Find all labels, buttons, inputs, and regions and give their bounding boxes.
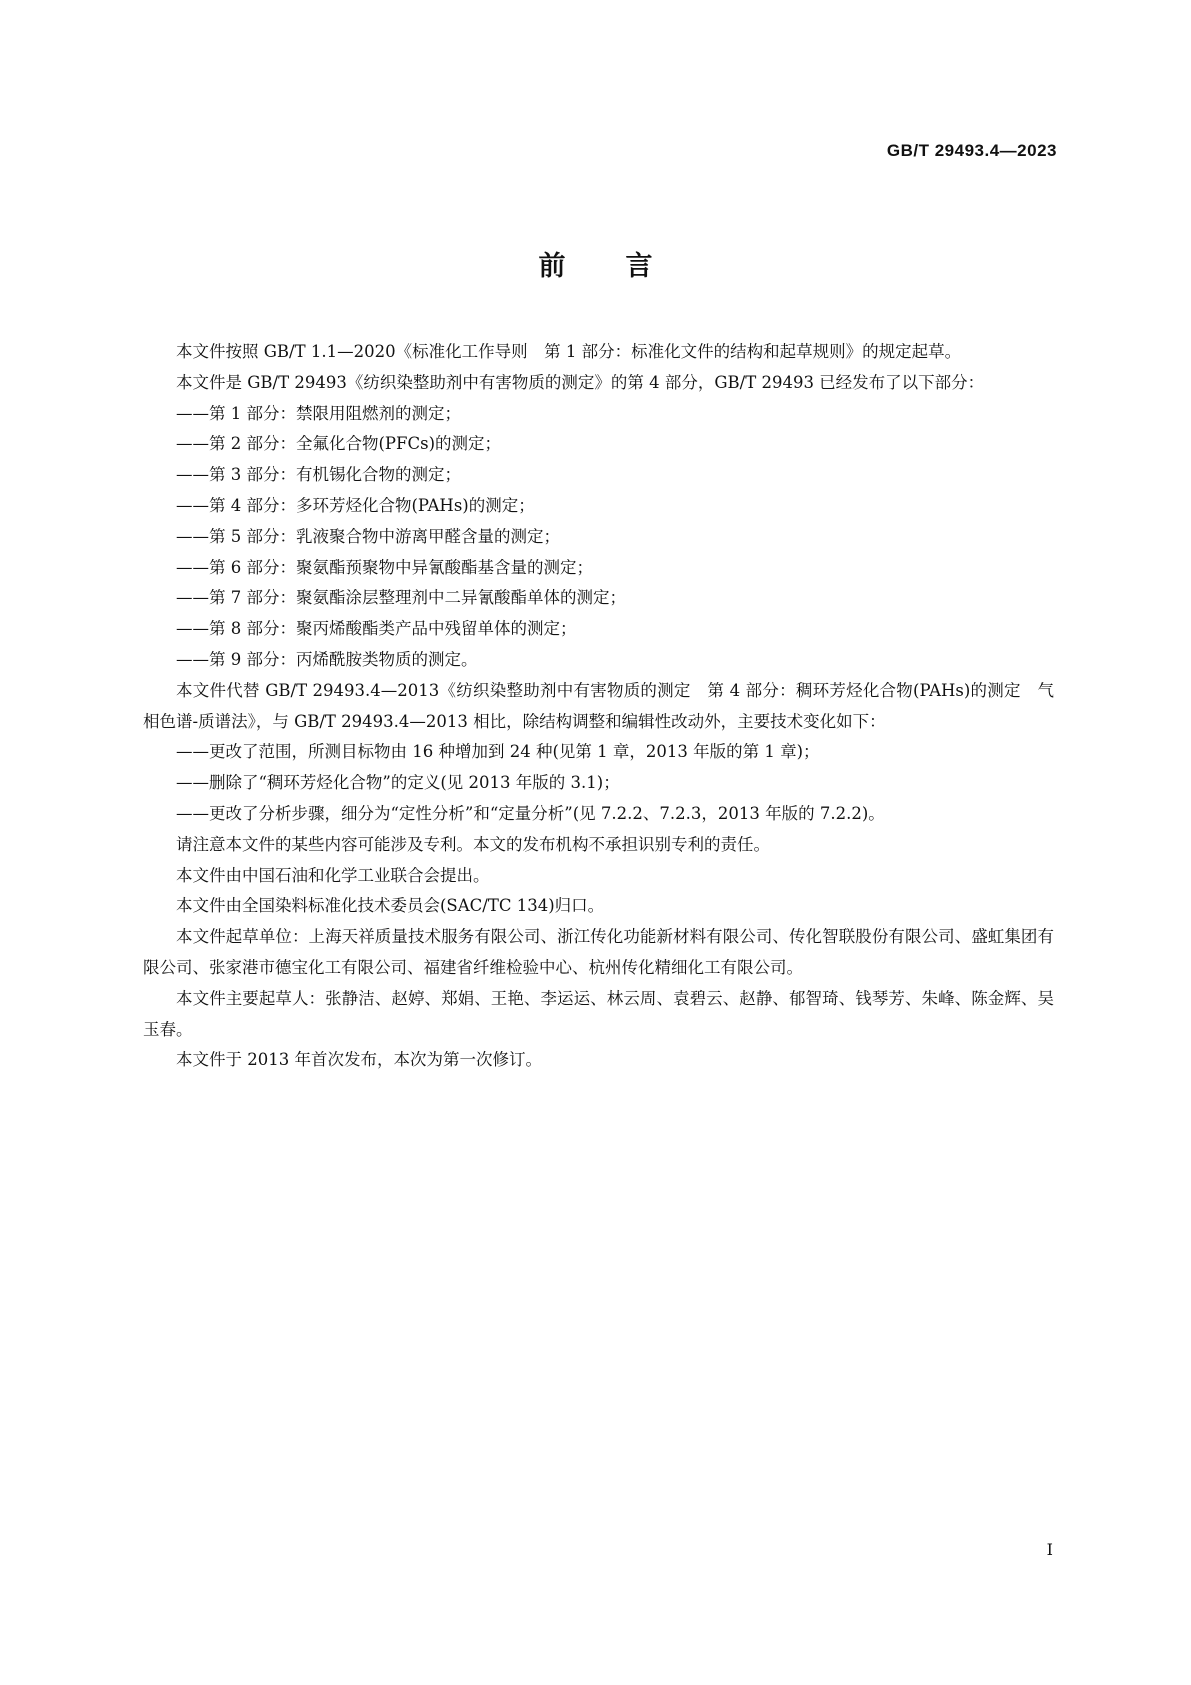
list-item-change: ——更改了分析步骤，细分为“定性分析”和“定量分析”(见 7.2.2、7.2.3，2013 年版的 7.2.2)。 xyxy=(176,803,885,823)
list-item-part: ——第 4 部分：多环芳烃化合物(PAHs)的测定； xyxy=(176,495,535,515)
list-item-part: ——第 8 部分：聚丙烯酸酯类产品中残留单体的测定； xyxy=(176,619,577,639)
paragraph-administered-by: 本文件由全国染料标准化技术委员会(SAC/TC 134)归口。 xyxy=(176,896,605,916)
paragraph-drafters: 本文件主要起草人：张静洁、赵婷、郑娟、王艳、李运运、林云周、袁碧云、赵静、郁智琦、钱琴芳、朱峰、陈金辉、吴玉春。 xyxy=(143,988,1054,1039)
paragraph-proposed-by: 本文件由中国石油和化学工业联合会提出。 xyxy=(176,865,490,885)
paragraph-patent-notice: 请注意本文件的某些内容可能涉及专利。本文的发布机构不承担识别专利的责任。 xyxy=(176,834,770,854)
list-item-part: ——第 1 部分：禁限用阻燃剂的测定； xyxy=(176,403,461,423)
page-number: I xyxy=(1046,1540,1053,1559)
paragraph-release-history: 本文件于 2013 年首次发布，本次为第一次修订。 xyxy=(176,1050,542,1070)
paragraph-drafting-organizations: 本文件起草单位：上海天祥质量技术服务有限公司、浙江传化功能新材料有限公司、传化智联股份有限公司、盛虹集团有限公司、张家港市德宝化工有限公司、福建省纤维检验中心、杭州传化精细化工有限公司。 xyxy=(143,927,1054,977)
paragraph-drafting-rules: 本文件按照 GB/T 1.1—2020《标准化工作导则 第 1 部分：标准化文件的结构和起草规则》的规定起草。 xyxy=(176,342,962,361)
list-item-change: ——删除了“稠环芳烃化合物”的定义(见 2013 年版的 3.1)； xyxy=(176,773,620,793)
list-item-part: ——第 9 部分：丙烯酰胺类物质的测定。 xyxy=(176,649,478,669)
preface-body xyxy=(143,337,1054,1076)
paragraph-series-intro: 本文件是 GB/T 29493《纺织染整助剂中有害物质的测定》的第 4 部分，GB/T 29493 已经发布了以下部分： xyxy=(176,372,985,392)
standard-number: GB/T 29493.4—2023 xyxy=(886,141,1057,160)
list-item-part: ——第 7 部分：聚氨酯涂层整理剂中二异氰酸酯单体的测定； xyxy=(176,588,626,608)
list-item-part: ——第 5 部分：乳液聚合物中游离甲醛含量的测定； xyxy=(176,526,560,546)
paragraph-replacement: 本文件代替 GB/T 29493.4—2013《纺织染整助剂中有害物质的测定 第 4 部分：稠环芳烃化合物(PAHs)的测定 气相色谱-质谱法》，与 GB/T 29493.4—2013 相比，除结构调整和编辑性改动外，主要技术变化如下： xyxy=(143,680,1054,731)
list-item-part: ——第 3 部分：有机锡化合物的测定； xyxy=(176,465,461,485)
page-title: 前言 xyxy=(538,251,713,282)
list-item-part: ——第 6 部分：聚氨酯预聚物中异氰酸酯基含量的测定； xyxy=(176,557,593,577)
list-item-part: ——第 2 部分：全氟化合物(PFCs)的测定； xyxy=(176,434,502,454)
list-item-change: ——更改了范围，所测目标物由 16 种增加到 24 种(见第 1 章，2013 年版的第 1 章)； xyxy=(176,742,820,762)
